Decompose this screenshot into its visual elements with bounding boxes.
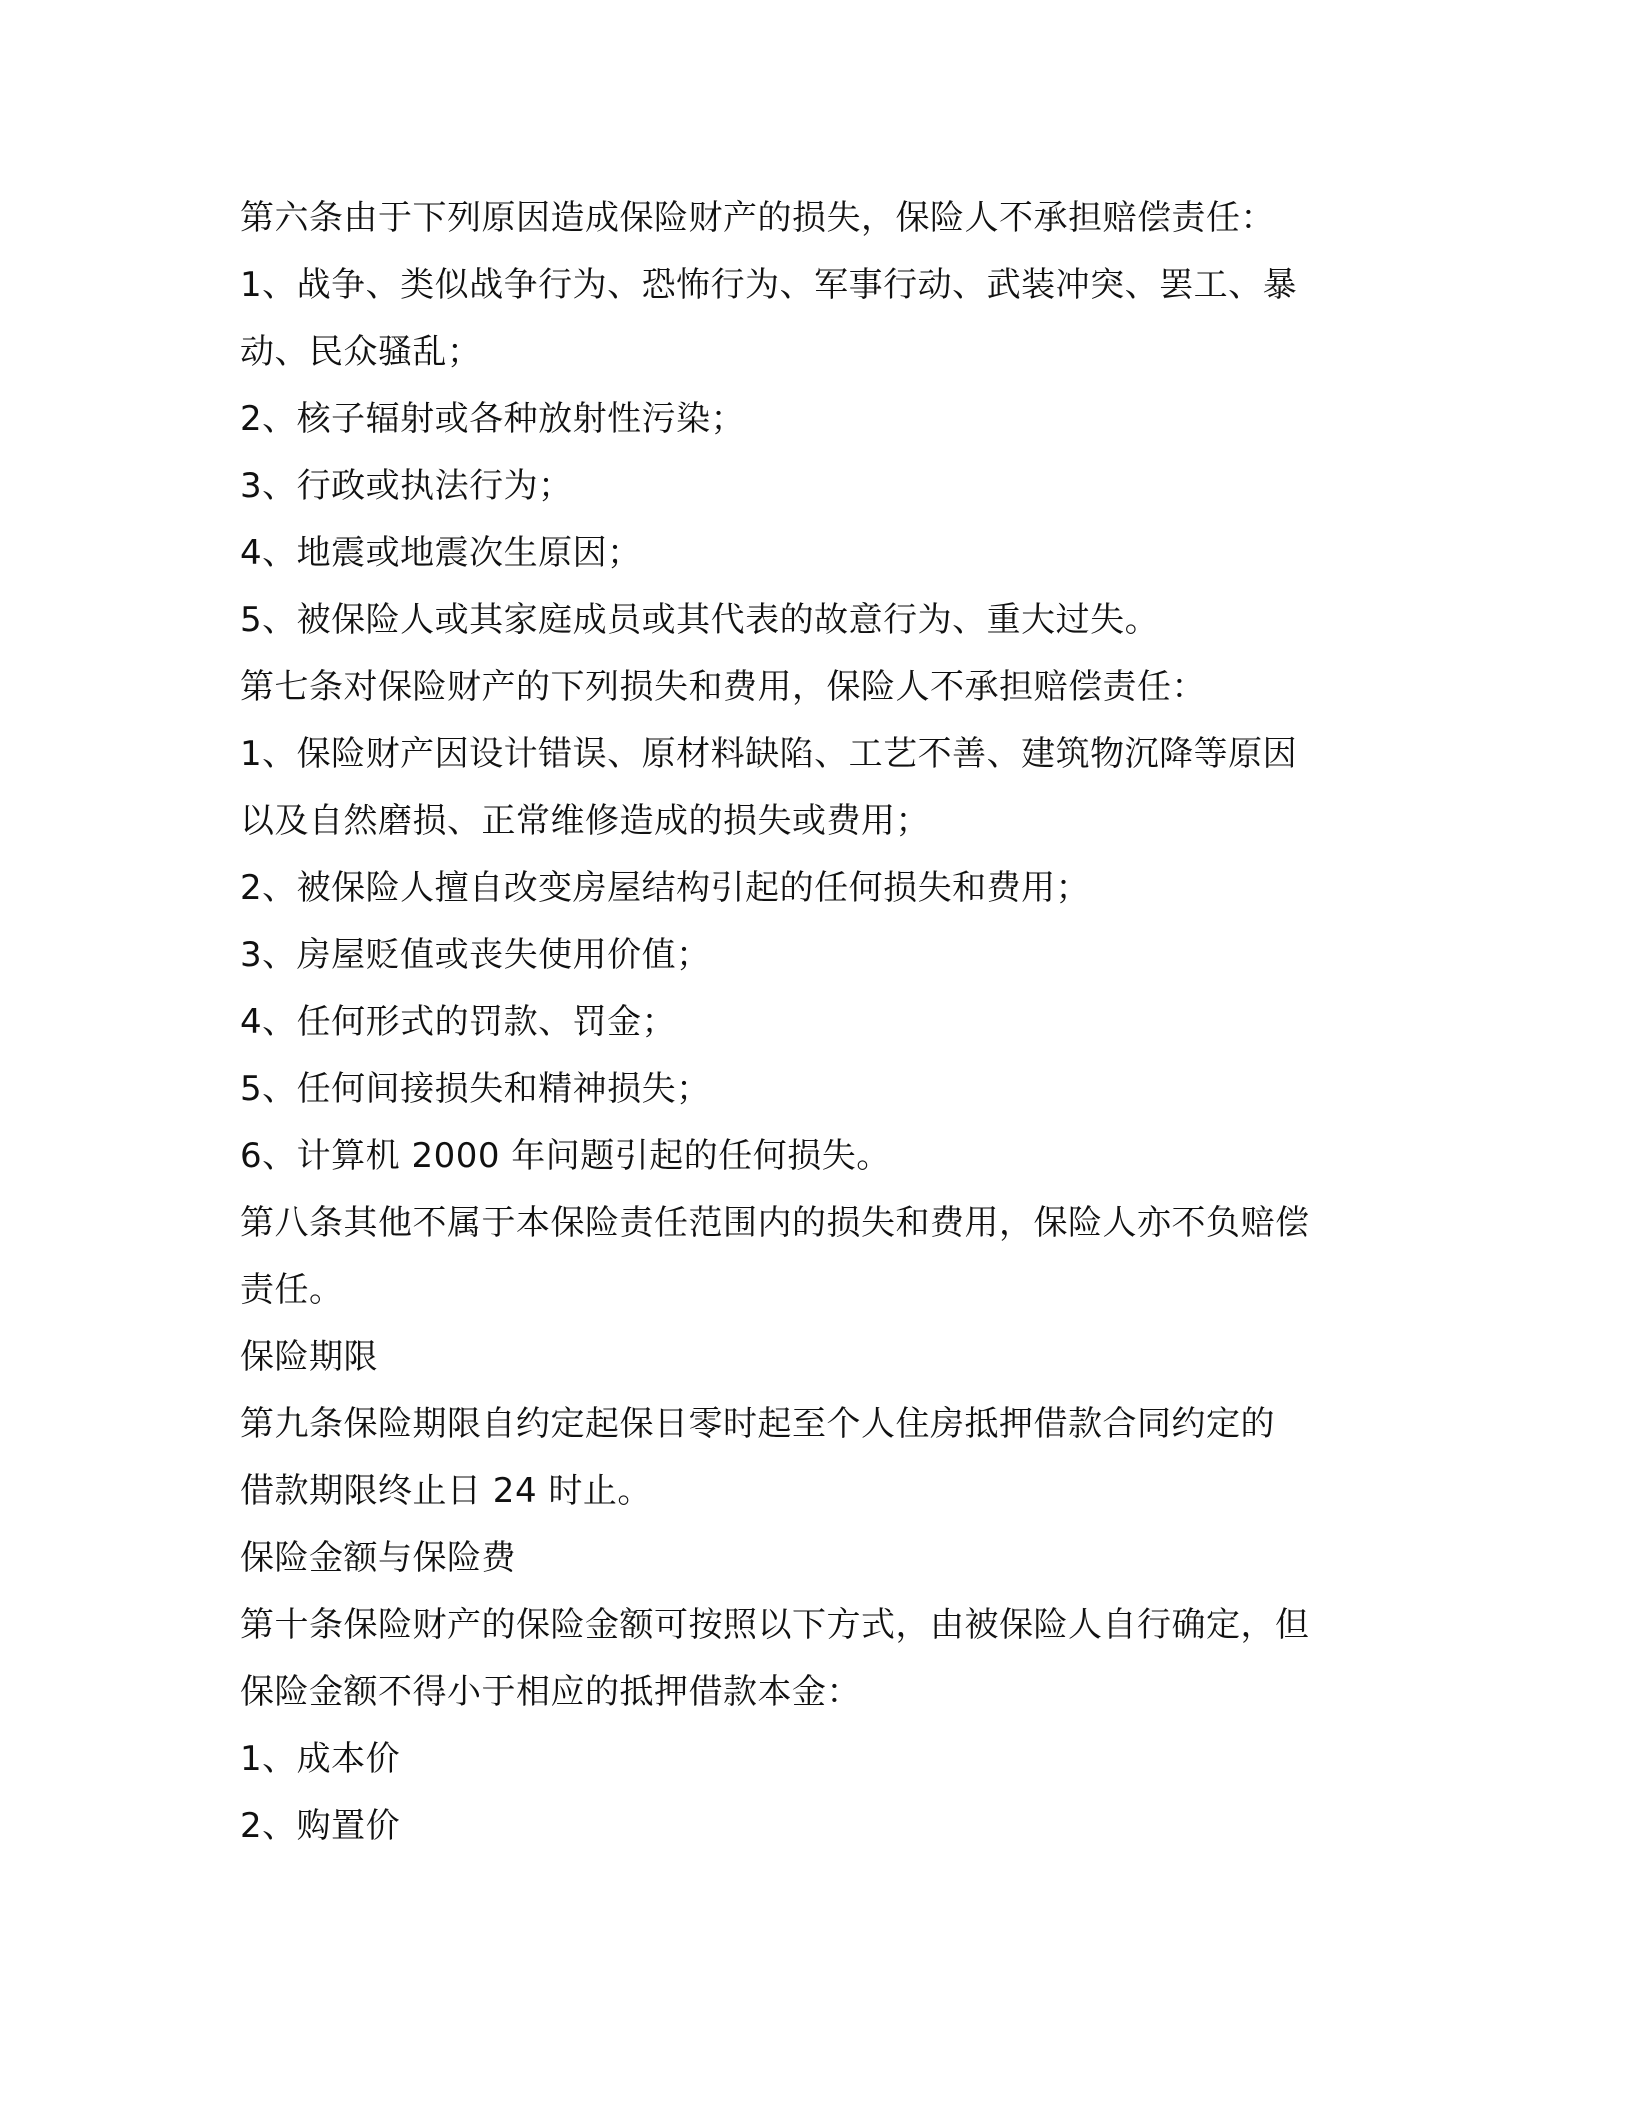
text-line: 第十条保险财产的保险金额可按照以下方式，由被保险人自行确定，但 xyxy=(240,1605,1310,1645)
text-line: 2、被保险人擅自改变房屋结构引起的任何损失和费用； xyxy=(240,868,1091,908)
text-line: 借款期限终止日 24 时止。 xyxy=(240,1471,652,1511)
section-heading: 保险金额与保险费 xyxy=(240,1538,516,1578)
text-line: 1、成本价 xyxy=(240,1739,401,1779)
text-line: 动、民众骚乱； xyxy=(240,332,482,372)
text-line: 1、保险财产因设计错误、原材料缺陷、工艺不善、建筑物沉降等原因 xyxy=(240,734,1298,774)
text-line: 第七条对保险财产的下列损失和费用，保险人不承担赔偿责任： xyxy=(240,667,1206,707)
text-line: 第九条保险期限自约定起保日零时起至个人住房抵押借款合同约定的 xyxy=(240,1404,1275,1444)
text-line: 2、购置价 xyxy=(240,1806,401,1846)
text-line: 责任。 xyxy=(240,1270,344,1310)
text-line: 以及自然磨损、正常维修造成的损失或费用； xyxy=(240,801,930,841)
text-line: 1、战争、类似战争行为、恐怖行为、军事行动、武装冲突、罢工、暴 xyxy=(240,265,1298,305)
text-line: 第八条其他不属于本保险责任范围内的损失和费用，保险人亦不负赔偿 xyxy=(240,1203,1310,1243)
section-heading: 保险期限 xyxy=(240,1337,378,1377)
document-page xyxy=(240,185,1400,1860)
text-line: 3、房屋贬值或丧失使用价值； xyxy=(240,935,711,975)
text-line: 4、任何形式的罚款、罚金； xyxy=(240,1002,677,1042)
text-line: 保险金额不得小于相应的抵押借款本金： xyxy=(240,1672,861,1712)
text-line: 5、任何间接损失和精神损失； xyxy=(240,1069,711,1109)
text-line: 6、计算机 2000 年问题引起的任何损失。 xyxy=(240,1136,891,1176)
text-line: 第六条由于下列原因造成保险财产的损失，保险人不承担赔偿责任： xyxy=(240,198,1275,238)
text-line: 3、行政或执法行为； xyxy=(240,466,573,506)
text-line: 5、被保险人或其家庭成员或其代表的故意行为、重大过失。 xyxy=(240,600,1160,640)
text-line: 4、地震或地震次生原因； xyxy=(240,533,642,573)
text-line: 2、核子辐射或各种放射性污染； xyxy=(240,399,746,439)
